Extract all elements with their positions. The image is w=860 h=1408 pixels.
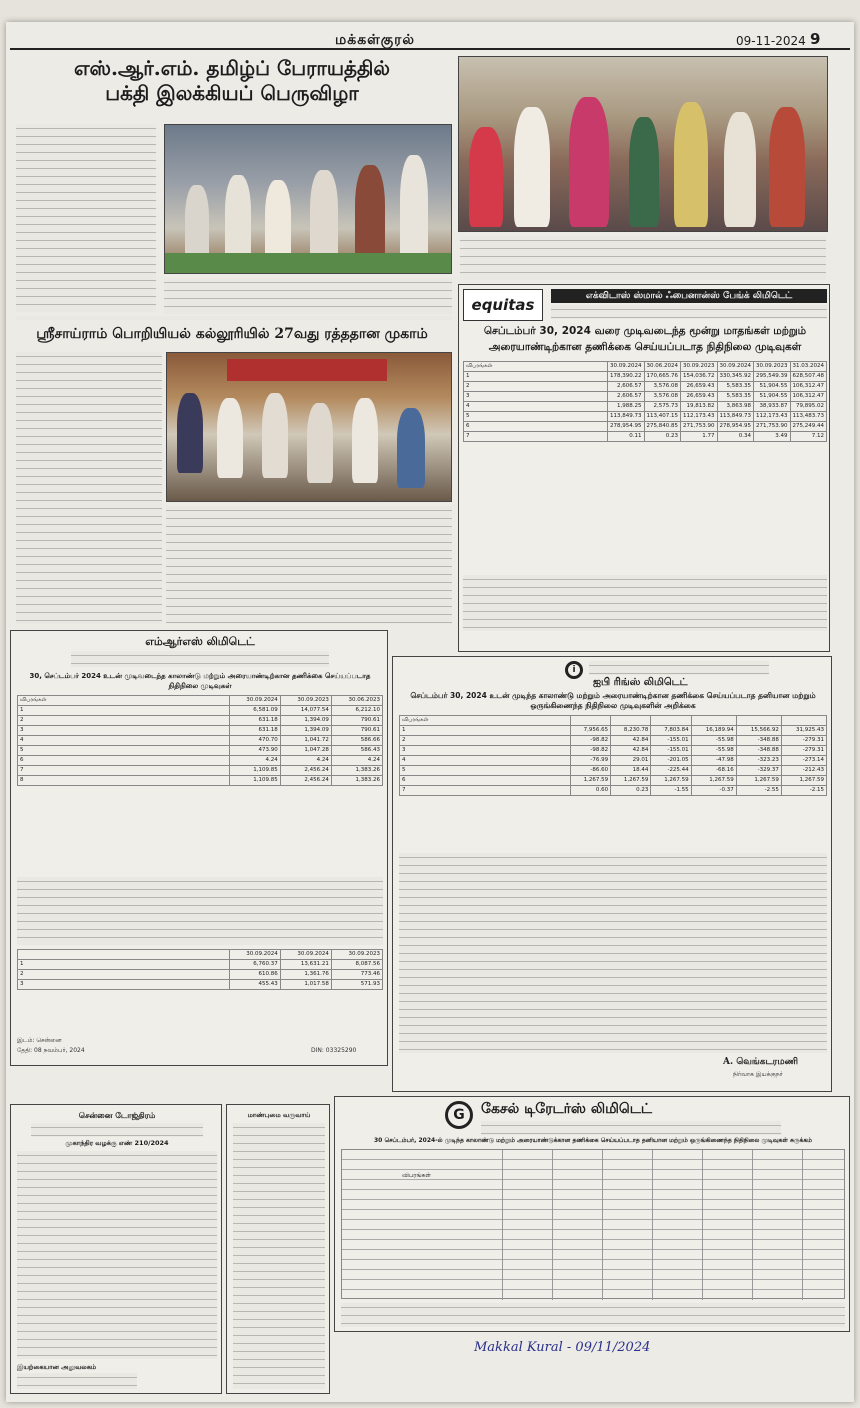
iprings-cell: 0.23 — [611, 786, 651, 796]
equitas-row — [464, 432, 827, 442]
masthead — [0, 28, 860, 54]
iprings-cell: -76.99 — [570, 756, 610, 766]
mrs-row — [18, 746, 383, 756]
mrs-col-3: 30.06.2023 — [331, 696, 382, 706]
iprings-cell: 7,803.84 — [651, 726, 691, 736]
article2-photo-caption — [166, 506, 452, 624]
mrs-cell: 2,456.24 — [280, 776, 331, 786]
iprings-cell: -86.60 — [570, 766, 610, 776]
equitas-title-line1: செப்டம்பர் 30, 2024 வரை முடிவடைந்த மூன்று மாதங்கள் மற்றும் — [483, 325, 807, 337]
equitas-title-line2: அரையாண்டிற்கான தணிக்கை செய்யப்படாத நிதிநிலை முடிவுகள் — [488, 341, 802, 353]
equitas-cell: 113,483.73 — [790, 412, 827, 422]
equitas-cell: 19,813.82 — [681, 402, 718, 412]
equitas-row-number: 5 — [464, 412, 608, 422]
mrs-row-number: 7 — [18, 766, 230, 776]
equitas-cell: 1.77 — [681, 432, 718, 442]
mrs-col-1: 30.09.2024 — [229, 696, 280, 706]
mrs-cell: 4.24 — [331, 756, 382, 766]
equitas-cell: 79,895.02 — [790, 402, 827, 412]
equitas-notes — [463, 575, 827, 631]
iprings-row-number: 1 — [400, 726, 571, 736]
mrs-ad — [10, 630, 388, 1066]
mrs-date: தேதி: 08 நவம்பர், 2024 — [17, 1047, 85, 1054]
mrs-c-col-1: 30.09.2024 — [229, 950, 280, 960]
kesel-company-name: கேசல் டிரேடர்ஸ் லிமிடெட் — [481, 1101, 653, 1117]
mrs-cell: 790.61 — [331, 716, 382, 726]
mrs-cell: 14,077.54 — [280, 706, 331, 716]
page-number: 9 — [810, 30, 821, 48]
equitas-cell: 170,665.76 — [644, 372, 681, 382]
equitas-row-number: 7 — [464, 432, 608, 442]
article1-headline — [14, 56, 450, 122]
iprings-cell: -201.05 — [651, 756, 691, 766]
mrs-cell: 1,041.72 — [280, 736, 331, 746]
iprings-ad — [392, 656, 832, 1092]
equitas-cell: 0.23 — [644, 432, 681, 442]
equitas-row-number: 4 — [464, 402, 608, 412]
iprings-cell: -98.82 — [570, 746, 610, 756]
equitas-cell: 51,904.55 — [754, 382, 791, 392]
mrs-cell: 1,383.26 — [331, 776, 382, 786]
kesel-ad — [334, 1096, 850, 1332]
mrs-consolidated-table — [17, 949, 383, 990]
mrs-company-name: எம்ஆர்எஸ் லிமிடெட் — [145, 635, 255, 648]
iprings-cell: -279.31 — [781, 746, 826, 756]
mrs-cell: 790.61 — [331, 726, 382, 736]
equitas-row — [464, 402, 827, 412]
masthead-rule — [10, 48, 850, 50]
legal-notice-2-title: மாண்புமை வருவாய் — [247, 1111, 311, 1119]
mrs-row — [18, 766, 383, 776]
mrs-cell: 4.24 — [229, 756, 280, 766]
iprings-cell: -0.37 — [691, 786, 736, 796]
iprings-cell: 1,267.59 — [736, 776, 781, 786]
mrs-notes — [17, 877, 383, 945]
iprings-cell: 42.84 — [611, 736, 651, 746]
iprings-cell: 7,956.65 — [570, 726, 610, 736]
mrs-cell: 586.66 — [331, 736, 382, 746]
iprings-title: செப்டம்பர் 30, 2024 உடன் முடிந்த காலாண்டு மற்றும் அரையாண்டிற்கான தணிக்கை செய்யப்படாத தனியான மற்றும் ஒருங்கிணைந்த நிதிநிலை முடிவுகளின் அறிக்கை — [410, 691, 816, 710]
iprings-results-table — [399, 715, 827, 796]
iprings-row — [400, 756, 827, 766]
mrs-consolidated-cell: 455.43 — [229, 980, 280, 990]
equitas-cell: 7.12 — [790, 432, 827, 442]
iprings-cell: 8,230.78 — [611, 726, 651, 736]
kesel-notes — [341, 1303, 845, 1327]
iprings-cell: 1,267.59 — [781, 776, 826, 786]
mrs-consolidated-row-number: 3 — [18, 980, 230, 990]
kesel-logo: G — [445, 1101, 473, 1129]
iprings-cell: -55.98 — [691, 746, 736, 756]
mrs-consolidated-row — [18, 970, 383, 980]
iprings-row — [400, 746, 827, 756]
mrs-row — [18, 776, 383, 786]
handwritten-annotation: Makkal Kural - 09/11/2024 — [474, 1340, 651, 1355]
equitas-ad — [458, 284, 830, 652]
iprings-cell: -2.55 — [736, 786, 781, 796]
equitas-cell: 3.49 — [754, 432, 791, 442]
equitas-col-2: 30.06.2024 — [644, 362, 681, 372]
equitas-col-4: 30.09.2024 — [717, 362, 754, 372]
iprings-cell: -155.01 — [651, 746, 691, 756]
legal-notice-1-subtitle: முகாந்திர வழக்கு எண் 210/2024 — [65, 1139, 169, 1147]
mrs-consolidated-cell: 1,017.58 — [280, 980, 331, 990]
mrs-consolidated-cell: 8,087.56 — [331, 960, 382, 970]
mrs-cell: 1,394.09 — [280, 716, 331, 726]
equitas-cell: 0.11 — [608, 432, 645, 442]
article2-body-text — [16, 352, 162, 624]
iprings-row-number: 2 — [400, 736, 571, 746]
event-photo-caption — [460, 236, 826, 280]
article1-body-text — [16, 124, 156, 312]
mrs-place: இடம்: சென்னை — [17, 1037, 62, 1044]
mrs-cell: 1,109.85 — [229, 776, 280, 786]
equitas-title — [463, 323, 827, 357]
article1-headline-line1: எஸ்.ஆர்.எம். தமிழ்ப் பேராயத்தில் — [73, 56, 391, 80]
equitas-row-number: 3 — [464, 392, 608, 402]
iprings-row — [400, 726, 827, 736]
equitas-cell: 113,407.15 — [644, 412, 681, 422]
mrs-consolidated-cell: 6,760.37 — [229, 960, 280, 970]
iprings-cell: -212.43 — [781, 766, 826, 776]
equitas-cell: 106,312.47 — [790, 392, 827, 402]
equitas-cell: 271,753.90 — [681, 422, 718, 432]
event-photo — [458, 56, 828, 232]
mrs-title: 30, செப்டம்பர் 2024 உடன் முடிவடைந்த காலாண்டு மற்றும் அரையாண்டிற்கான தணிக்கை செய்யப்படாத நிதிநிலை முடிவுகள் — [29, 672, 371, 690]
equitas-col-6: 31.03.2024 — [790, 362, 827, 372]
mrs-din: DIN: 03325290 — [311, 1047, 357, 1054]
mrs-consolidated-cell: 610.86 — [229, 970, 280, 980]
mrs-c-col-2: 30.09.2024 — [280, 950, 331, 960]
iprings-cell: 18.44 — [611, 766, 651, 776]
iprings-cell: -348.88 — [736, 736, 781, 746]
iprings-header-label: விபரங்கள் — [400, 716, 571, 726]
equitas-cell: 275,249.44 — [790, 422, 827, 432]
equitas-col-5: 30.09.2023 — [754, 362, 791, 372]
mrs-results-table — [17, 695, 383, 786]
iprings-cell: -47.98 — [691, 756, 736, 766]
equitas-cell: 278,954.95 — [717, 422, 754, 432]
iprings-cell: 1,267.59 — [611, 776, 651, 786]
iprings-cell: -323.23 — [736, 756, 781, 766]
equitas-row-number: 1 — [464, 372, 608, 382]
kesel-results-table — [341, 1149, 845, 1299]
iprings-cell: 1,267.59 — [691, 776, 736, 786]
equitas-company-name: எக்விடாஸ் ஸ்மால் ஃபைனான்ஸ் பேங்க் லிமிடெட் — [551, 289, 827, 303]
equitas-row — [464, 372, 827, 382]
mrs-cell: 2,456.24 — [280, 766, 331, 776]
legal-notice-1-footer: இயற்கையான அலுவலகம் — [17, 1363, 97, 1371]
iprings-cell: -2.15 — [781, 786, 826, 796]
iprings-cell: -98.82 — [570, 736, 610, 746]
legal-notice-1-title: சென்னை டோஜ்திரம் — [78, 1111, 156, 1120]
equitas-col-3: 30.09.2023 — [681, 362, 718, 372]
mrs-cell: 473.90 — [229, 746, 280, 756]
issue-date: 09-11-2024 — [736, 34, 806, 48]
mrs-cell: 1,394.09 — [280, 726, 331, 736]
iprings-row — [400, 786, 827, 796]
equitas-row-number: 6 — [464, 422, 608, 432]
mrs-consolidated-cell: 571.93 — [331, 980, 382, 990]
equitas-cell: 0.34 — [717, 432, 754, 442]
mrs-row — [18, 726, 383, 736]
article2-photo — [166, 352, 452, 502]
equitas-cell: 275,840.85 — [644, 422, 681, 432]
iprings-cell: 29.01 — [611, 756, 651, 766]
equitas-cell: 113,849.73 — [717, 412, 754, 422]
mrs-consolidated-cell: 773.46 — [331, 970, 382, 980]
iprings-cell: -1.55 — [651, 786, 691, 796]
mrs-row-number: 4 — [18, 736, 230, 746]
mrs-cell: 1,109.85 — [229, 766, 280, 776]
iprings-cell: -55.98 — [691, 736, 736, 746]
equitas-cell: 112,173.43 — [754, 412, 791, 422]
article1-text-end — [16, 316, 452, 320]
equitas-row — [464, 412, 827, 422]
mrs-cell: 470.70 — [229, 736, 280, 746]
iprings-company-name: ஐபி ரிங்ஸ் லிமிடெட் — [593, 677, 688, 688]
newspaper-name: மக்கள்குரல் — [335, 32, 416, 48]
equitas-cell: 51,904.55 — [754, 392, 791, 402]
mrs-cell: 1,047.28 — [280, 746, 331, 756]
mrs-consolidated-cell: 13,631.21 — [280, 960, 331, 970]
article2-headline: ஸ்ரீசாய்ராம் பொறியியல் கல்லூரியில் 27வது ரத்ததான முகாம் — [36, 326, 428, 342]
equitas-cell: 628,507.48 — [790, 372, 827, 382]
equitas-cell: 26,659.43 — [681, 382, 718, 392]
equitas-cell: 3,576.08 — [644, 382, 681, 392]
iprings-cell: 1,267.59 — [651, 776, 691, 786]
article1-photo-caption — [164, 278, 452, 314]
equitas-row — [464, 422, 827, 432]
iprings-notes — [399, 853, 827, 1053]
equitas-cell: 3,576.08 — [644, 392, 681, 402]
equitas-cell: 2,606.57 — [608, 392, 645, 402]
iprings-row-number: 6 — [400, 776, 571, 786]
mrs-cell: 6,581.09 — [229, 706, 280, 716]
mrs-cell: 1,383.26 — [331, 766, 382, 776]
equitas-cell: 26,659.43 — [681, 392, 718, 402]
mrs-row — [18, 716, 383, 726]
mrs-cell: 6,212.10 — [331, 706, 382, 716]
iprings-cell: 15,566.92 — [736, 726, 781, 736]
mrs-header-label: விபரங்கள் — [18, 696, 230, 706]
mrs-row — [18, 736, 383, 746]
mrs-consolidated-row-number: 1 — [18, 960, 230, 970]
equitas-results-table — [463, 361, 827, 442]
iprings-designation: நிர்வாக இயக்குநர் — [733, 1071, 783, 1078]
mrs-row — [18, 756, 383, 766]
equitas-row — [464, 392, 827, 402]
kesel-title: 30 செப்டம்பர், 2024-ல் முடிந்த காலாண்டு மற்றும் அரையாண்டுக்கான தணிக்கை செய்யப்படாத தனியான மற்றும் ஒருங்கிணைந்த நிதிநிலை முடிவுகள் சுருக்கம் — [374, 1137, 812, 1144]
equitas-cell: 271,753.90 — [754, 422, 791, 432]
equitas-cell: 113,849.73 — [608, 412, 645, 422]
mrs-consolidated-row — [18, 980, 383, 990]
iprings-cell: -225.44 — [651, 766, 691, 776]
equitas-cell: 154,036.72 — [681, 372, 718, 382]
mrs-c-col-3: 30.09.2023 — [331, 950, 382, 960]
mrs-cell: 631.18 — [229, 726, 280, 736]
equitas-cell: 5,583.35 — [717, 392, 754, 402]
mrs-col-2: 30.09.2023 — [280, 696, 331, 706]
legal-notice-2 — [226, 1104, 330, 1394]
iprings-row-number: 3 — [400, 746, 571, 756]
iprings-cell: 16,189.94 — [691, 726, 736, 736]
mrs-consolidated-cell: 1,361.76 — [280, 970, 331, 980]
equitas-cell: 278,954.95 — [608, 422, 645, 432]
equitas-cell: 38,933.87 — [754, 402, 791, 412]
equitas-header-label: விபரங்கள் — [464, 362, 608, 372]
mrs-consolidated-row — [18, 960, 383, 970]
kesel-header-label: விபரங்கள் — [402, 1172, 431, 1179]
iprings-signatory: A. வெங்கடரமணி — [723, 1057, 798, 1067]
iprings-cell: 0.60 — [570, 786, 610, 796]
equitas-row-number: 2 — [464, 382, 608, 392]
equitas-cell: 295,549.39 — [754, 372, 791, 382]
mrs-consolidated-row-number: 2 — [18, 970, 230, 980]
mrs-row-number: 8 — [18, 776, 230, 786]
mrs-row — [18, 706, 383, 716]
equitas-cell: 330,345.92 — [717, 372, 754, 382]
equitas-cell: 2,575.73 — [644, 402, 681, 412]
iprings-row — [400, 766, 827, 776]
mrs-cell: 631.18 — [229, 716, 280, 726]
iprings-row-number: 5 — [400, 766, 571, 776]
mrs-cell: 4.24 — [280, 756, 331, 766]
iprings-cell: 1,267.59 — [570, 776, 610, 786]
mrs-row-number: 1 — [18, 706, 230, 716]
mrs-row-number: 5 — [18, 746, 230, 756]
equitas-cell: 1,988.25 — [608, 402, 645, 412]
iprings-cell: -279.31 — [781, 736, 826, 746]
iprings-row-number: 4 — [400, 756, 571, 766]
iprings-cell: -68.16 — [691, 766, 736, 776]
equitas-col-1: 30.09.2024 — [608, 362, 645, 372]
mrs-cell: 586.43 — [331, 746, 382, 756]
iprings-cell: -329.37 — [736, 766, 781, 776]
iprings-cell: 42.84 — [611, 746, 651, 756]
equitas-cell: 2,606.57 — [608, 382, 645, 392]
article1-headline-line2: பக்தி இலக்கியப் பெருவிழா — [105, 81, 359, 105]
equitas-cell: 106,312.47 — [790, 382, 827, 392]
iprings-cell: -273.14 — [781, 756, 826, 766]
equitas-cell: 3,863.98 — [717, 402, 754, 412]
iprings-cell: -155.01 — [651, 736, 691, 746]
equitas-cell: 112,173.43 — [681, 412, 718, 422]
iprings-cell: 31,925.43 — [781, 726, 826, 736]
iprings-row — [400, 776, 827, 786]
article1-photo — [164, 124, 452, 274]
iprings-logo: i — [565, 661, 583, 679]
mrs-row-number: 3 — [18, 726, 230, 736]
mrs-row-number: 6 — [18, 756, 230, 766]
equitas-cell: 178,390.22 — [608, 372, 645, 382]
equitas-cell: 5,583.35 — [717, 382, 754, 392]
equitas-row — [464, 382, 827, 392]
iprings-row-number: 7 — [400, 786, 571, 796]
equitas-logo: equitas — [463, 289, 543, 321]
mrs-row-number: 2 — [18, 716, 230, 726]
iprings-cell: -348.88 — [736, 746, 781, 756]
iprings-row — [400, 736, 827, 746]
legal-notice-1 — [10, 1104, 222, 1394]
